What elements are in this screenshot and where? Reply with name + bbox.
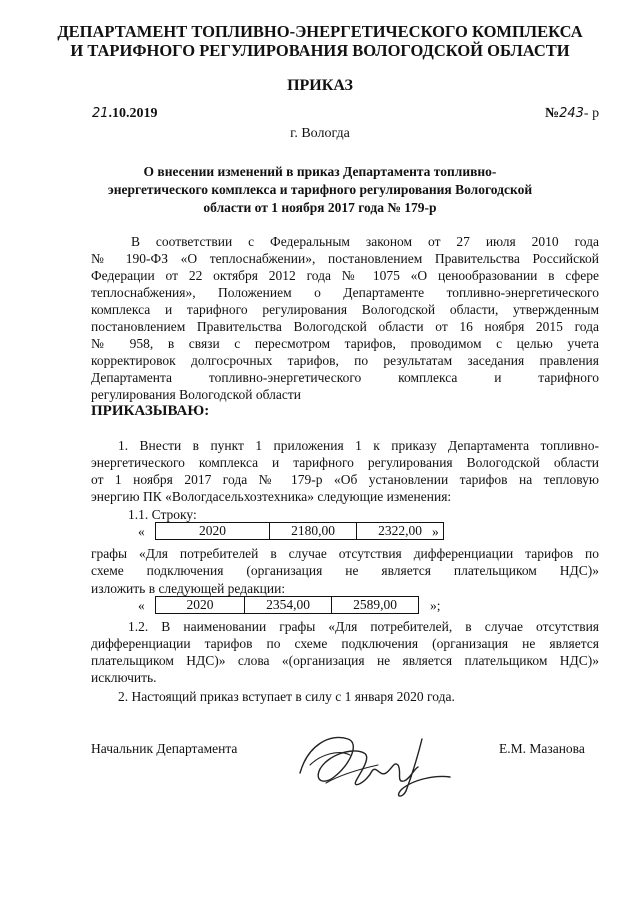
preamble-line: В соответствии с Федеральным законом от 27 июля 2010 года [131,234,599,249]
row-new-value-2: 2589,00 [332,597,419,614]
row-new-open-quote: « [138,598,145,613]
subject-line-2: энергетического комплекса и тарифного регулирования Вологодской [107,182,533,197]
between-line: схеме подключения (организация не является плательщиком НДС)» [91,563,599,578]
between-line: изложить в следующей редакции: [91,581,286,596]
subject-line-3: области от 1 ноября 2017 года № 179-р [203,200,437,215]
row-old-table [155,522,444,540]
printed-date: .10.2019 [108,106,158,121]
order-date [92,106,158,122]
preamble-line: № 190-ФЗ «О теплоснабжении», постановлением Правительства Российской [91,251,599,266]
item12-line: дифференциации тарифов по схеме подключения (организация не является [91,636,599,651]
header-line-1: ДЕПАРТАМЕНТ ТОПЛИВНО-ЭНЕРГЕТИЧЕСКОГО КОМПЛЕКСА [57,22,583,41]
item12-line: 1.2. В наименовании графы «Для потребителей, в случае отсутствия [128,619,599,634]
item1-line: 1. Внести в пункт 1 приложения 1 к приказу Департамента топливно- [118,438,599,453]
preamble-line: теплоснабжения», Положением о Департаменте топливно-энергетического [91,285,599,300]
preamble-line: регулирования Вологодской области [91,387,301,402]
row-old-value-2: 2322,00 [357,523,444,540]
signature-name: Е.М. Мазанова [499,741,585,756]
number-prefix: № [545,106,560,121]
preamble-line: комплекса и тарифного регулирования Вологодской области, утвержденным [91,302,599,317]
city: г. Вологда [290,126,350,141]
item1-line: энергетического комплекса и тарифного регулирования Вологодской области [91,455,599,470]
handwritten-number: 243 [559,106,584,121]
preamble-line: постановлением Правительства Вологодской области от 16 ноября 2015 года [91,319,599,334]
item1-line: от 1 ноября 2017 года № 179-р «Об установлении тарифов на тепловую [91,472,599,487]
doc-type-title: ПРИКАЗ [287,77,353,94]
preamble-line: № 958, в связи с пересмотром тарифов, проводимом с целью учета [91,336,599,351]
item2-line: 2. Настоящий приказ вступает в силу с 1 января 2020 года. [118,689,455,704]
header-line-2: И ТАРИФНОГО РЕГУЛИРОВАНИЯ ВОЛОГОДСКОЙ ОБЛАСТИ [70,41,570,60]
handwritten-signature [290,725,460,805]
item12-line: плательщиком НДС)» слова «(организация не является плательщиком НДС)» [91,653,599,668]
signature-position: Начальник Департамента [91,741,238,756]
preamble-line: Департамента топливно-энергетического комплекса и тарифного [91,370,599,385]
order-word: ПРИКАЗЫВАЮ: [91,403,210,419]
row-old-open-quote: « [138,524,145,539]
row-old-value-1: 2180,00 [270,523,357,540]
row-new-close-quote: »; [430,598,441,613]
handwritten-day: 21 [92,106,109,121]
item12-line: исключить. [91,670,157,685]
item1-line: энергию ПК «Вологдасельхозтехника» следующие изменения: [91,489,452,504]
between-line: графы «Для потребителей в случае отсутствия дифференциации тарифов по [91,546,599,561]
preamble-line: корректировок долгосрочных тарифов, по результатам заседания правления [91,353,599,368]
subject-line-1: О внесении изменений в приказ Департамента топливно- [143,164,497,179]
row-old-year: 2020 [156,523,270,540]
row-new-value-1: 2354,00 [245,597,332,614]
item11-label: 1.1. Строку: [128,507,197,522]
number-suffix: - р [583,106,600,121]
row-old-close-quote: » [432,524,439,539]
row-new-table [155,596,419,614]
order-number [545,106,599,122]
row-new-year: 2020 [156,597,245,614]
preamble-line: Федерации от 22 октября 2012 года № 1075 «О ценообразовании в сфере [91,268,599,283]
